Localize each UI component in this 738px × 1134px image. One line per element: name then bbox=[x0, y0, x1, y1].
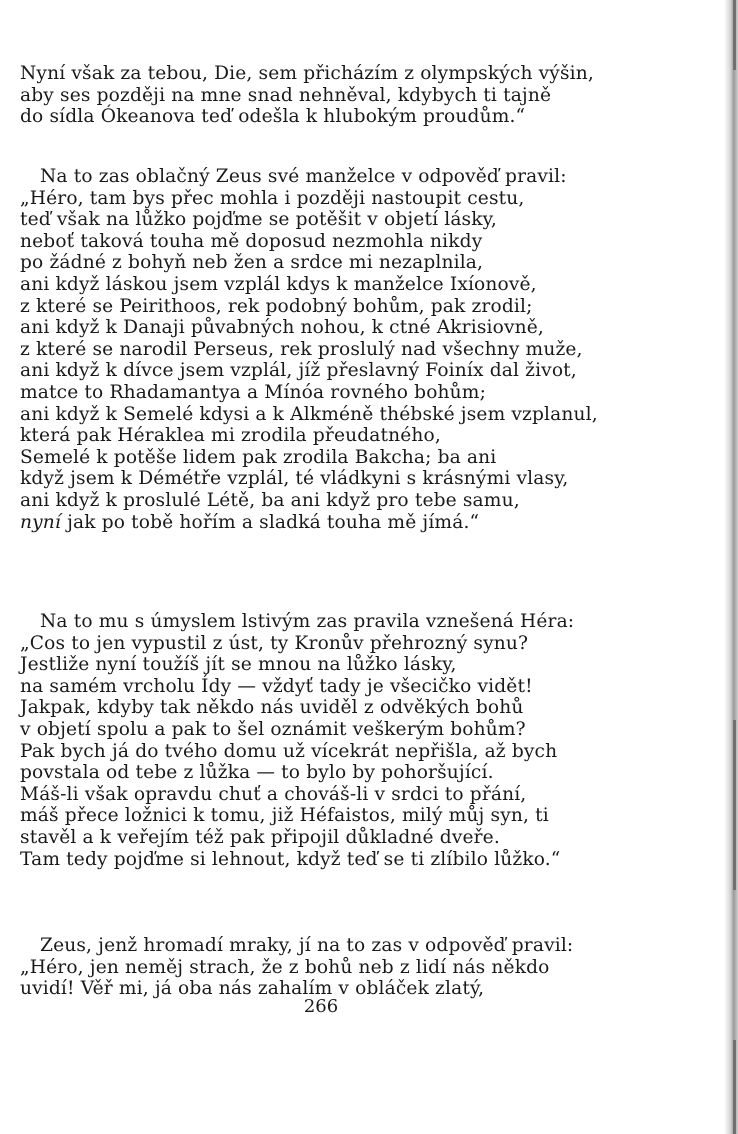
text-line: Tam tedy pojďme si lehnout, když teď se ti zlíbilo lůžko.“ bbox=[20, 848, 561, 870]
line-rest: jak po tobě hořím a sladká touha mě jímá.“ bbox=[67, 511, 480, 533]
text-line: Jestliže nyní toužíš jít se mnou na lůžko lásky, bbox=[20, 654, 457, 676]
text-line: matce to Rhadamantya a Mínóa rovného bohům; bbox=[20, 381, 486, 403]
text-line bbox=[20, 512, 720, 534]
text-line: ani když k Semelé kdysi a k Alkméně thébské jsem vzplanul, bbox=[20, 403, 598, 425]
paragraph-4 bbox=[20, 935, 720, 1000]
text-line: „Héro, tam bys přec mohla i později nastoupit cestu, bbox=[20, 187, 525, 209]
text-line: stavěl a k veřejím též pak připojil důkladné dveře. bbox=[20, 826, 500, 848]
page-edge-mark bbox=[733, 1040, 736, 1134]
text-line: Na to mu s úmyslem lstivým zas pravila vznešená Héra: bbox=[40, 611, 575, 632]
text-line: ani když k Danaji půvabných nohou, k ctné Akrisiovně, bbox=[20, 317, 544, 339]
text-line: Semelé k potěše lidem pak zrodila Bakcha; ba ani bbox=[20, 446, 497, 468]
text-line: když jsem k Démétře vzplál, té vládkyni s krásnými vlasy, bbox=[20, 468, 569, 490]
text-line: do sídla Ókeanova teď odešla k hlubokým proudům.“ bbox=[20, 106, 526, 128]
text-line: v objetí spolu a pak to šel oznámit veškerým bohům? bbox=[20, 718, 526, 740]
page-edge-mark bbox=[733, 720, 736, 890]
text-line: Jakpak, kdyby tak někdo nás uviděl z odvěkých bohů bbox=[20, 697, 524, 719]
text-line: po žádné z bohyň neb žen a srdce mi nezaplnila, bbox=[20, 252, 484, 274]
text-line: z které se narodil Perseus, rek proslulý nad všechny muže, bbox=[20, 338, 583, 360]
text-line: která pak Héraklea mi zrodila přeudatného, bbox=[20, 425, 441, 447]
text-line: ani když k dívce jsem vzplál, jíž přeslavný Foiníx dal život, bbox=[20, 360, 577, 382]
text-line: aby ses později na mne snad nehněval, kdybych ti tajně bbox=[20, 84, 552, 106]
text-line: na samém vrcholu Ídy — vždyť tady je všecičko vidět! bbox=[20, 675, 533, 697]
text-line: povstala od tebe z lůžka — to bylo by pohoršující. bbox=[20, 762, 494, 784]
paragraph-2 bbox=[20, 166, 720, 533]
paragraph-3 bbox=[20, 611, 720, 870]
text-line: Zeus, jenž hromadí mraky, jí na to zas v odpověď pravil: bbox=[40, 935, 574, 956]
italic-word: nyní bbox=[20, 511, 68, 533]
page-number: 266 bbox=[303, 996, 339, 1017]
text-line: teď však na lůžko pojďme se potěšit v objetí lásky, bbox=[20, 209, 497, 231]
text-line: máš přece ložnici k tomu, již Héfaistos, milý můj syn, ti bbox=[20, 805, 549, 827]
text-line: Máš-li však opravdu chuť a chováš-li v srdci to přání, bbox=[20, 783, 527, 805]
page-edge-shadow bbox=[724, 0, 738, 1134]
text-line: Nyní však za tebou, Die, sem přicházím z olympských výšin, bbox=[20, 63, 594, 84]
text-line: ani když k proslulé Létě, ba ani když pro tebe samu, bbox=[20, 489, 520, 511]
text-line: z které se Peirithoos, rek podobný bohům, pak zrodil; bbox=[20, 295, 533, 317]
paragraph-1 bbox=[20, 63, 720, 128]
text-line: ani když láskou jsem vzplál kdys k manželce Ixíonově, bbox=[20, 273, 537, 295]
text-line: uvidí! Věř mi, já oba nás zahalím v obláček zlatý, bbox=[20, 978, 485, 1000]
text-line: Pak bych já do tvého domu už vícekrát nepřišla, až bych bbox=[20, 740, 558, 762]
text-line: Na to zas oblačný Zeus své manželce v odpověď pravil: bbox=[40, 166, 567, 187]
text-line: „Cos to jen vypustil z úst, ty Kronův přehrozný synu? bbox=[20, 632, 529, 654]
page-edge-mark bbox=[733, 0, 736, 70]
text-line: neboť taková touha mě doposud nezmohla nikdy bbox=[20, 230, 483, 252]
text-line: „Héro, jen neměj strach, že z bohů neb z lidí nás někdo bbox=[20, 956, 550, 978]
